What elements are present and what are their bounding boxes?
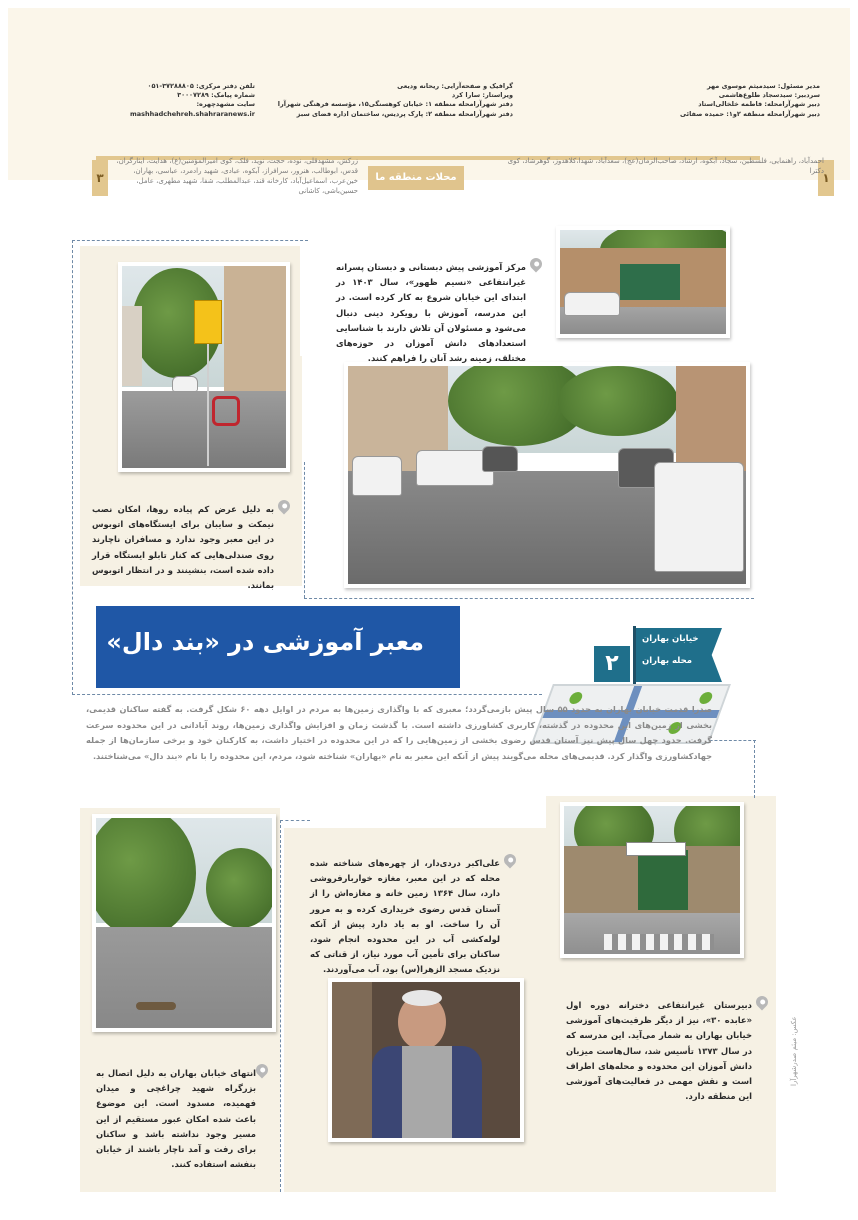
credits-left <box>95 82 255 119</box>
credit-line: مدیر مسئول: سیدمیثم موسوی مهر <box>706 82 820 90</box>
photo-ali-akbar <box>328 978 524 1142</box>
dash-line <box>304 462 305 598</box>
caption-boys-school: مرکز آموزشی پیش دبستانی و دبستان پسرانه غیرانتفاعی «نسیم ظهور»، سال ۱۴۰۳ در ابتدای این خیابان شروع به کار کرده است. در این مدرسه، آموزش با رویکرد دینی دنبال می‌شود و مسئولان آن تلاش دارند با شناسایی استعدادهای دانش آموزان در حوزه‌های مختلف، زمینه رشد آنان را فراهم کنند. <box>336 262 526 364</box>
caption-bus-stop: به دلیل عرض کم پیاده روها، امکان نصب نیمکت و سایبان برای ایستگاه‌های اتوبوس در این معبر وجود ندارد و مسافران ناچارند روی صندلی‌هایی که کنار تابلو ایستگاه قرار داده شده است، بنشینند و در انتظار اتوبوس بمانند. <box>92 504 274 591</box>
article-title-band <box>96 606 460 688</box>
dash-line <box>72 694 542 695</box>
photo-bus-stop <box>118 262 290 472</box>
credit-line: دبیر شهرآرامحله: فاطمه خلخالی‌استاد <box>698 100 820 109</box>
credit-line: دبیر شهرآرامحله منطقه ۲و۱: حمیده صفائی <box>680 109 820 118</box>
district-number-left: ۳ <box>92 160 108 196</box>
caption-ali-akbar: علی‌اکبر دردی‌دار، از چهره‌های شناخته شده محله که در این معبر، مغازه خواربارفروشی دارد، سال ۱۳۶۴ زمین خانه و مغازه‌اش را از آستان قدس رضوی خریداری کرده و به مرور آن را ساخت. او به یاد دارد پیش از آنکه لوله‌کشی آب در این محدوده انجام شود، ساکنان برای تأمین آب مورد نیاز، از قناتی که نزدیک مسجد الزهرا(س) بود، آب می‌آوردند. <box>310 858 500 975</box>
dash-line <box>304 598 754 599</box>
neighborhood-list-left: زرکش، مشهدقلی، نوده، حجت، نوید، فلک، کوی امیرالمؤمنین(ع)، هدایت، ایثارگران، قدس، ابوطالب، هنرور، سرافراز، آبکوه، عبادی، شهید رادمرد، عباسی، بهاران، خین‌عرب، اسماعیل‌آباد، کارخانه قند، عبدالمطلب، شفا، شهید مطهری، عامل، حسین‌باشی، کاشانی <box>116 157 358 195</box>
dash-line <box>280 820 281 1192</box>
photo-girls-school <box>560 802 744 958</box>
photo-main-street <box>344 362 750 588</box>
neighborhood-list-right: احمدآباد، راهنمایی، فلسطین، سجاد، آبکوه، ارشاد، صاحب‌الزمان(عج)، سعدآباد، شهدا،کلاهدوز، گوهرشاد، کوی دکترا <box>507 157 824 175</box>
credit-line: دفتر شهرآرامحله منطقه ۲: پارک پردیس، ساختمان اداره فضای سبز <box>296 109 513 118</box>
neighborhood-section-label: محلات منطقه ما <box>368 166 464 190</box>
district-number-right: ۱ <box>818 160 834 196</box>
credit-line: دفتر شهرآرامحله منطقه ۱: خیابان کوهسنگی۱۵، مؤسسه فرهنگی شهرآرا <box>277 100 513 109</box>
badge-number: ۲ <box>594 646 630 682</box>
article-intro: صدرا قدمت خیابان بهاران به حدود ۵۵ سال پیش بازمی‌گردد؛ معبری که با واگذاری زمین‌ها به مردم در اوایل دهه ۶۰ شکل گرفت. به گفته ساکنان قدیمی، بخشی از زمین‌های این محدوده در گذشته، کاربری کشاورزی داشته است. با گذشت زمان و افزایش واگذاری زمین‌ها، روند آبادانی در این محدوده سرعت گرفت. حدود چهل سال پیش نیز آستان قدس رضوی بخشی از زمین‌هایی را که در این محدوده در اختیار داشت، به کارکنان خود و برخی سازمان‌ها از جمله جهادکشاورزی واگذار کرد. قدیمی‌های محله می‌گویند پیش از آنکه این معبر به نام «بهاران» شناخته شود، مردم، این محدوده را با نام «بند دال» می‌شناختند. <box>86 704 713 761</box>
credit-line: سایت مشهدچهره: <box>196 100 255 109</box>
website-link[interactable]: mashhadchehreh.shahraranews.ir <box>129 109 255 118</box>
photo-boys-school <box>556 226 730 338</box>
credit-line: تلفن دفتر مرکزی: ۳۷۲۸۸۸۰۵-۰۵۱ <box>147 82 255 90</box>
credits-middle <box>277 82 513 119</box>
dash-line <box>280 820 310 821</box>
dash-line <box>72 240 308 241</box>
credit-line: شماره پیامک: ۳۰۰۰۷۲۸۹ <box>177 91 255 100</box>
article-title: معبر آموزشی در «بند دال» <box>106 628 424 656</box>
credit-line: گرافیک و صفحه‌آرایی: ریحانه ودیعی <box>397 82 513 90</box>
credits-right <box>620 82 820 119</box>
credit-line: ویراستار: سارا کرد <box>451 91 513 100</box>
badge-neighborhood: محله بهاران <box>642 656 693 666</box>
photo-street-end <box>92 814 276 1032</box>
credit-line: سردبیر: سیدسجاد طلوع‌هاشمی <box>718 91 820 100</box>
dash-line <box>754 740 755 798</box>
caption-street-end: انتهای خیابان بهاران به دلیل اتصال به بزرگراه شهید چراغچی و میدان فهمیده، مسدود است. این موضوع باعث شده امکان عبور مستقیم از این مسیر وجود نداشته باشد و ساکنان برای رفت و آمد ناچار باشند از خیابان بنفشه استفاده کنند. <box>96 1068 256 1170</box>
badge-street: خیابان بهاران <box>642 634 699 644</box>
dash-line <box>72 240 73 695</box>
caption-girls-school: دبیرستان غیرانتفاعی دخترانه دوره اول «عابده ۳۰»، نیز از دیگر ظرفیت‌های آموزشی خیابان بهاران به شمار می‌آید. این مدرسه که در سال ۱۳۷۳ تأسیس شد، سال‌هاست میزبان دانش آموزان این محدوده و محله‌های اطراف است و نقش مهمی در فعالیت‌های آموزشی این منطقه دارد. <box>566 1000 752 1102</box>
photo-credit: عکس: میثم صدرشهرآرا <box>790 1016 798 1086</box>
